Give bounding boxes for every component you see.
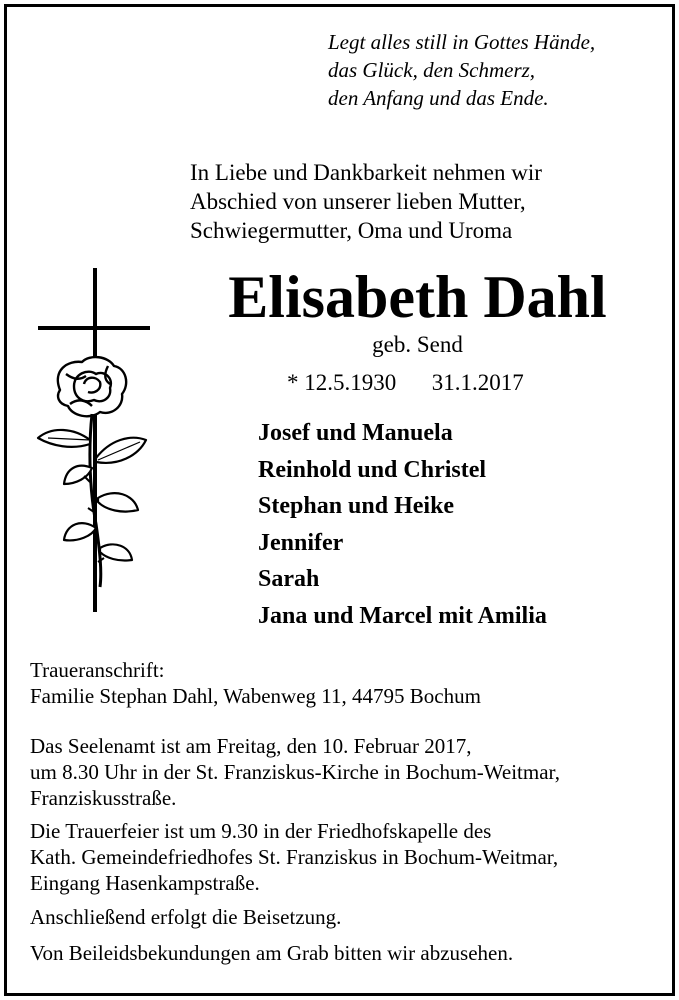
mourner: Stephan und Heike	[258, 493, 455, 520]
life-dates	[287, 368, 524, 398]
ceremony-line: Eingang Hasenkampstraße.	[30, 871, 260, 895]
mourner: Jennifer	[258, 529, 344, 556]
intro-line: In Liebe und Dankbarkeit nehmen wir	[190, 160, 542, 185]
intro-text	[190, 158, 542, 245]
intro-line: Abschied von unserer lieben Mutter,	[190, 189, 526, 214]
mourners-list	[258, 415, 547, 635]
ceremony-line: Kath. Gemeindefriedhofes St. Franziskus in Bochum-Weitmar,	[30, 845, 559, 869]
requiem-line: um 8.30 Uhr in der St. Franziskus-Kirche in Bochum-Weitmar,	[30, 760, 560, 784]
burial-note: Anschließend erfolgt die Beisetzung.	[30, 905, 342, 929]
mourner: Jana und Marcel mit Amilia	[258, 602, 547, 629]
death-date: 31.1.2017	[431, 370, 524, 395]
mourner: Reinhold und Christel	[258, 456, 487, 483]
address-value: Familie Stephan Dahl, Wabenweg 11, 44795 Bochum	[30, 684, 481, 708]
poem-line: Legt alles still in Gottes Hände,	[328, 30, 596, 54]
memorial-poem	[328, 28, 595, 112]
mourning-address	[30, 657, 481, 709]
mourner: Sarah	[258, 566, 320, 593]
condolence-note: Von Beileidsbekundungen am Grab bitten wir abzusehen.	[30, 941, 514, 965]
requiem-line: Franziskusstraße.	[30, 786, 177, 810]
poem-line: den Anfang und das Ende.	[328, 86, 549, 110]
requiem-line: Das Seelenamt ist am Freitag, den 10. Februar 2017,	[30, 734, 472, 758]
deceased-name: Elisabeth Dahl	[228, 264, 607, 330]
ceremony-info	[30, 818, 558, 896]
mourner: Josef und Manuela	[258, 420, 453, 446]
ceremony-line: Die Trauerfeier ist um 9.30 in der Friedhofskapelle des	[30, 819, 492, 843]
requiem-info	[30, 733, 560, 811]
address-label: Traueranschrift:	[30, 658, 165, 682]
birth-date: * 12.5.1930	[287, 370, 397, 395]
poem-line: das Glück, den Schmerz,	[328, 58, 536, 82]
birth-name: geb. Send	[372, 332, 463, 357]
intro-line: Schwiegermutter, Oma und Uroma	[190, 218, 513, 243]
